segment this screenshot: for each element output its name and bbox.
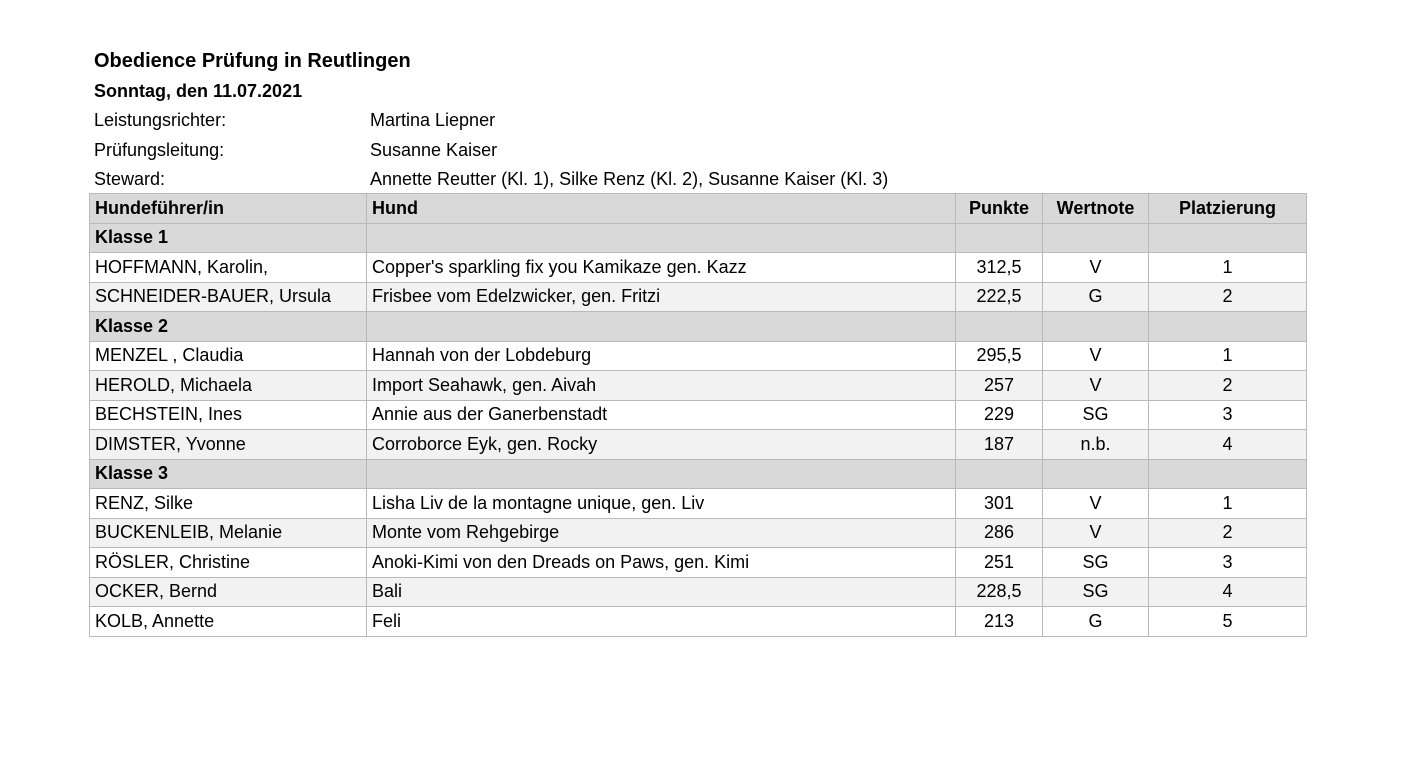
cell-dog: Import Seahawk, gen. Aivah: [367, 371, 956, 401]
cell-grade: SG: [1043, 577, 1149, 607]
column-header-placement: Platzierung: [1149, 194, 1307, 224]
cell-grade: SG: [1043, 400, 1149, 430]
class-row-empty-cell: [367, 459, 956, 489]
class-row-empty-cell: [1043, 459, 1149, 489]
cell-points: 251: [956, 548, 1043, 578]
cell-placement: 1: [1149, 341, 1307, 371]
cell-dog: Hannah von der Lobdeburg: [367, 341, 956, 371]
cell-handler: OCKER, Bernd: [90, 577, 367, 607]
info-row-steward: [94, 165, 888, 195]
cell-points: 295,5: [956, 341, 1043, 371]
cell-points: 229: [956, 400, 1043, 430]
results-body: [90, 223, 1307, 636]
cell-placement: 1: [1149, 489, 1307, 519]
cell-placement: 3: [1149, 548, 1307, 578]
info-value: Annette Reutter (Kl. 1), Silke Renz (Kl. 2), Susanne Kaiser (Kl. 3): [370, 169, 889, 189]
cell-points: 228,5: [956, 577, 1043, 607]
column-header-handler: Hundeführer/in: [90, 194, 367, 224]
info-value: Susanne Kaiser: [370, 139, 498, 160]
cell-points: 213: [956, 607, 1043, 637]
cell-handler: BECHSTEIN, Ines: [90, 400, 367, 430]
table-row: [90, 430, 1307, 460]
table-row: [90, 577, 1307, 607]
cell-dog: Copper's sparkling fix you Kamikaze gen. Kazz: [367, 253, 956, 283]
cell-grade: SG: [1043, 548, 1149, 578]
cell-placement: 3: [1149, 400, 1307, 430]
class-row-empty-cell: [367, 312, 956, 342]
cell-dog: Annie aus der Ganerbenstadt: [367, 400, 956, 430]
table-row: [90, 400, 1307, 430]
table-row: [90, 371, 1307, 401]
cell-grade: V: [1043, 341, 1149, 371]
cell-handler: BUCKENLEIB, Melanie: [90, 518, 367, 548]
table-row: [90, 341, 1307, 371]
class-header-row: [90, 459, 1307, 489]
class-row-empty-cell: [1149, 312, 1307, 342]
column-header-points: Punkte: [956, 194, 1043, 224]
cell-handler: RENZ, Silke: [90, 489, 367, 519]
document-header: [94, 46, 888, 195]
cell-placement: 2: [1149, 371, 1307, 401]
cell-grade: V: [1043, 371, 1149, 401]
cell-placement: 5: [1149, 607, 1307, 637]
cell-handler: SCHNEIDER-BAUER, Ursula: [90, 282, 367, 312]
class-name: Klasse 1: [90, 223, 367, 253]
table-row: [90, 548, 1307, 578]
info-row-exam-lead: [94, 136, 888, 166]
info-row-judge: [94, 106, 888, 136]
class-row-empty-cell: [956, 312, 1043, 342]
column-header-dog: Hund: [367, 194, 956, 224]
cell-placement: 4: [1149, 577, 1307, 607]
cell-placement: 1: [1149, 253, 1307, 283]
event-date: Sonntag, den 11.07.2021: [94, 81, 303, 101]
cell-points: 286: [956, 518, 1043, 548]
cell-handler: KOLB, Annette: [90, 607, 367, 637]
class-name: Klasse 3: [90, 459, 367, 489]
cell-dog: Feli: [367, 607, 956, 637]
class-header-row: [90, 312, 1307, 342]
class-name: Klasse 2: [90, 312, 367, 342]
cell-grade: V: [1043, 489, 1149, 519]
cell-grade: G: [1043, 282, 1149, 312]
table-row: [90, 607, 1307, 637]
class-row-empty-cell: [1149, 459, 1307, 489]
info-label: Leistungsrichter:: [94, 110, 227, 130]
cell-placement: 2: [1149, 282, 1307, 312]
cell-dog: Monte vom Rehgebirge: [367, 518, 956, 548]
cell-dog: Lisha Liv de la montagne unique, gen. Liv: [367, 489, 956, 519]
cell-handler: MENZEL , Claudia: [90, 341, 367, 371]
cell-handler: RÖSLER, Christine: [90, 548, 367, 578]
cell-handler: HEROLD, Michaela: [90, 371, 367, 401]
table-row: [90, 253, 1307, 283]
cell-dog: Frisbee vom Edelzwicker, gen. Fritzi: [367, 282, 956, 312]
cell-grade: V: [1043, 253, 1149, 283]
class-row-empty-cell: [956, 459, 1043, 489]
info-label: Steward:: [94, 169, 166, 189]
class-row-empty-cell: [1043, 223, 1149, 253]
table-row: [90, 518, 1307, 548]
column-header-grade: Wertnote: [1043, 194, 1149, 224]
cell-points: 222,5: [956, 282, 1043, 312]
class-row-empty-cell: [1149, 223, 1307, 253]
page-title: Obedience Prüfung in Reutlingen: [94, 50, 411, 72]
table-row: [90, 282, 1307, 312]
cell-placement: 4: [1149, 430, 1307, 460]
cell-handler: DIMSTER, Yvonne: [90, 430, 367, 460]
class-header-row: [90, 223, 1307, 253]
cell-grade: n.b.: [1043, 430, 1149, 460]
cell-grade: G: [1043, 607, 1149, 637]
cell-dog: Anoki-Kimi von den Dreads on Paws, gen. Kimi: [367, 548, 956, 578]
results-table: [89, 193, 1307, 637]
table-header-row: [90, 194, 1307, 224]
class-row-empty-cell: [956, 223, 1043, 253]
cell-handler: HOFFMANN, Karolin,: [90, 253, 367, 283]
cell-grade: V: [1043, 518, 1149, 548]
class-row-empty-cell: [367, 223, 956, 253]
info-label: Prüfungsleitung:: [94, 139, 225, 160]
cell-points: 257: [956, 371, 1043, 401]
class-row-empty-cell: [1043, 312, 1149, 342]
cell-placement: 2: [1149, 518, 1307, 548]
cell-points: 301: [956, 489, 1043, 519]
cell-dog: Corroborce Eyk, gen. Rocky: [367, 430, 956, 460]
cell-points: 187: [956, 430, 1043, 460]
cell-points: 312,5: [956, 253, 1043, 283]
info-value: Martina Liepner: [370, 110, 496, 130]
cell-dog: Bali: [367, 577, 956, 607]
table-row: [90, 489, 1307, 519]
